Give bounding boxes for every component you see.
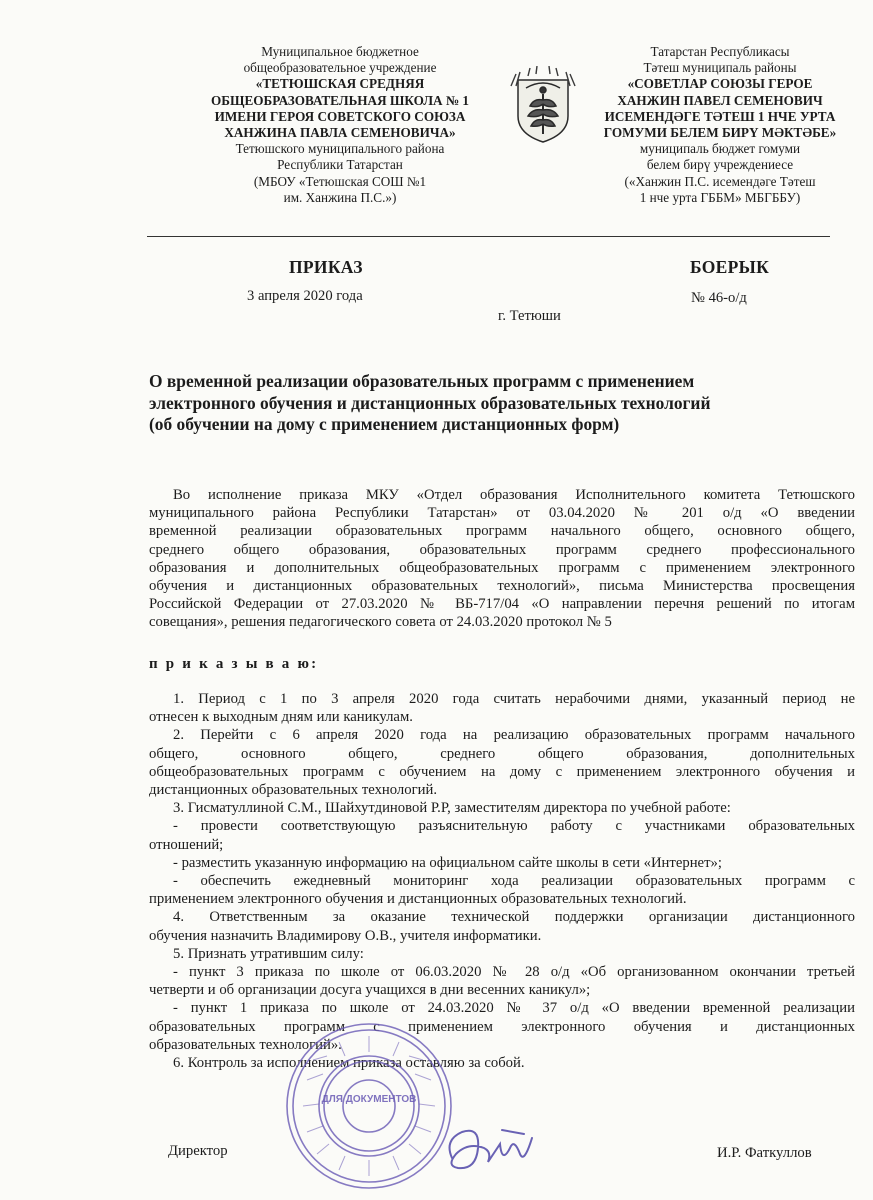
order-item-line: - обеспечить ежедневный мониторинг хода реализации образовательных программ с [173, 873, 855, 890]
order-word: п р и к а з ы в а ю: [149, 656, 319, 672]
order-item-line: обучения назначить Владимирову О.В., учителя информатики. [149, 927, 542, 944]
header-left-org [175, 44, 505, 206]
header-left-line: им. Ханжина П.С.») [283, 189, 397, 205]
doc-subject [149, 371, 849, 436]
order-item-line: - провести соответствующую разъяснительную работу с участниками образовательных [173, 818, 855, 835]
signature-mark [440, 1118, 540, 1180]
preamble [149, 486, 855, 632]
header-right-line: Тәтеш муниципаль районы [643, 60, 797, 76]
header-right-org [585, 44, 855, 206]
stamp-text: ДЛЯ ДОКУМЕНТОВ [321, 1094, 417, 1105]
header-left-line: общеобразовательное учреждение [243, 60, 437, 76]
header-left-line: ОБЩЕОБРАЗОВАТЕЛЬНАЯ ШКОЛА № 1 [210, 92, 469, 108]
order-item-line: - пункт 1 приказа по школе от 24.03.2020 № 37 о/д «О введении временной реализации [173, 1000, 855, 1017]
order-item-line: образовательных программ с применением электронного обучения и дистанционных [149, 1018, 855, 1035]
preamble-line: образования и дополнительных общеобразовательных программ с применением электронного [149, 559, 855, 576]
preamble-line: среднего общего образования, образовательных программ среднего профессионального [149, 541, 855, 558]
doc-title-tt: БОЕРЫК [690, 257, 770, 277]
order-item-line: отношений; [149, 836, 224, 853]
order-item-line: - разместить указанную информацию на официальном сайте школы в сети «Интернет»; [173, 854, 722, 871]
header-right-line: 1 нче урта ГББМ» МБГББУ) [639, 189, 801, 205]
header-divider [147, 236, 830, 237]
signature-role: Директор [168, 1143, 228, 1159]
order-item-line: отнесен к выходным дням или каникулам. [149, 709, 413, 726]
order-item-line: общего, основного общего, среднего общего образования, дополнительных [149, 745, 855, 762]
doc-title-ru: ПРИКАЗ [289, 257, 363, 277]
doc-date: 3 апреля 2020 года [247, 288, 363, 304]
order-item-line: 2. Перейти с 6 апреля 2020 года на реализацию образовательных программ начального [173, 727, 855, 744]
header-left-line: Республики Татарстан [277, 157, 403, 173]
order-items [149, 690, 855, 1072]
header-right-line: ГОМУМИ БЕЛЕМ БИРҮ МӘКТӘБЕ» [603, 125, 837, 141]
header-right-line: ИСЕМЕНДӘГЕ ТӘТЕШ 1 НЧЕ УРТА [604, 108, 836, 124]
doc-place: г. Тетюши [498, 308, 561, 324]
header-left-line: «ТЕТЮШСКАЯ СРЕДНЯЯ [255, 76, 425, 92]
order-item-line: образовательных технологий». [149, 1036, 342, 1053]
order-item-line: общеобразовательных программ с обучением на дому с применением электронного обучения и [149, 763, 855, 780]
preamble-line: муниципального района Республики Татарстан» от 03.04.2020 № 201 о/д «О введении [149, 505, 855, 522]
order-item-line: 4. Ответственным за оказание технической поддержки организации дистанционного [173, 909, 855, 926]
preamble-line: Российской Федерации от 27.03.2020 № ВБ-717/04 «О направлении перечня решений по итогам [149, 596, 855, 613]
order-item-line: 5. Признать утратившим силу: [173, 945, 364, 962]
header-right-line: («Ханжин П.С. исемендәге Тәтеш [624, 173, 816, 189]
subject-line: электронного обучения и дистанционных образовательных технологий [149, 392, 711, 413]
header-right-line: «СОВЕТЛАР СОЮЗЫ ГЕРОЕ [627, 76, 813, 92]
order-item-line: 3. Гисматуллиной С.М., Шайхутдиновой Р.Р, заместителям директора по учебной работе: [173, 800, 731, 817]
header-left-line: Тетюшского муниципального района [235, 141, 445, 157]
subject-line: (об обучении на дому с применением дистанционных форм) [149, 414, 620, 434]
header-right-line: белем бирү учреждениесе [646, 157, 794, 173]
order-item-line: применением электронного обучения и дистанционных образовательных технологий. [149, 891, 687, 908]
header-right-line: ХАНЖИН ПАВЕЛ СЕМЕНОВИЧ [617, 92, 823, 108]
order-item-line: четверти и об организации досуга учащихся в дни весенних каникул»; [149, 982, 591, 999]
order-item-line: дистанционных образовательных технологий. [149, 782, 438, 799]
preamble-line: Во исполнение приказа МКУ «Отдел образования Исполнительного комитета Тетюшского [173, 487, 855, 503]
header-left-line: (МБОУ «Тетюшская СОШ №1 [253, 173, 427, 189]
subject-line: О временной реализации образовательных программ с применением [149, 371, 695, 391]
preamble-line: совещания», решения педагогического совета от 24.03.2020 протокол № 5 [149, 614, 612, 631]
signature-name: И.Р. Фаткуллов [717, 1145, 812, 1161]
order-item-line: - пункт 3 приказа по школе от 06.03.2020 № 28 о/д «Об организованном окончании третьей [173, 964, 855, 981]
order-item-line: 1. Период с 1 по 3 апреля 2020 года считать нерабочими днями, указанный период не [173, 691, 855, 707]
school-emblem-icon [508, 66, 578, 146]
preamble-line: обучения и дистанционных образовательных технологий», письма Министерства просвещения [149, 578, 855, 595]
order-item-line: 6. Контроль за исполнением приказа оставляю за собой. [173, 1055, 525, 1072]
header-right-line: Татарстан Республикасы [650, 44, 790, 59]
preamble-line: временной реализации образовательных программ начального общего, основного общего, [149, 523, 855, 540]
header-left-line: ХАНЖИНА ПАВЛА СЕМЕНОВИЧА» [224, 125, 456, 141]
doc-number: № 46-о/д [691, 290, 747, 306]
header-right-line: муниципаль бюджет гомуми [639, 141, 801, 157]
official-stamp [283, 1020, 455, 1192]
header-left-line: ИМЕНИ ГЕРОЯ СОВЕТСКОГО СОЮЗА [214, 108, 466, 124]
header-left-line: Муниципальное бюджетное [261, 44, 419, 59]
